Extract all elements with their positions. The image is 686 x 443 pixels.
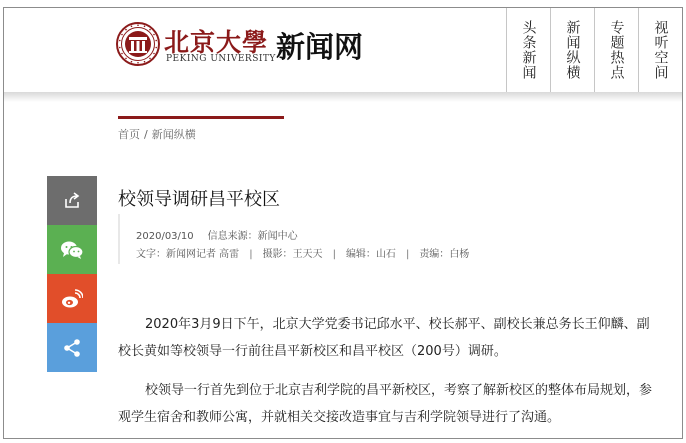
forward-button[interactable] [47, 176, 97, 225]
brand-english-name: PEKING UNIVERSITY [166, 54, 276, 64]
article-title: 校领导调研昌平校区 [118, 189, 280, 211]
source-label: 信息来源： [207, 231, 258, 242]
share-button[interactable] [47, 323, 97, 372]
photographer: 王天天 [292, 249, 323, 260]
nav-item-headlines[interactable] [506, 8, 550, 92]
nav-item-label: 视听空间 [652, 20, 669, 80]
wechat-share-button[interactable] [47, 225, 97, 274]
article-meta [136, 228, 469, 264]
breadcrumb [118, 126, 196, 142]
chief-editor-label: 责编： [419, 249, 450, 260]
share-icon [62, 338, 82, 358]
chief-editor: 白杨 [449, 249, 470, 260]
nav-item-media[interactable] [638, 8, 682, 92]
site-name: 新闻网 [276, 30, 364, 64]
weibo-icon [61, 289, 83, 309]
editor: 山石 [375, 249, 396, 260]
nav-item-label: 专题热点 [608, 20, 625, 80]
source-value: 新闻中心 [257, 231, 298, 242]
university-seal-icon [116, 22, 160, 66]
photo-label: 摄影： [262, 249, 293, 260]
meta-row-credits: 文字：新闻网记者 高雷 | 摄影：王天天 | 编辑：山石 | 责编：白杨 [136, 249, 470, 260]
nav-item-news[interactable] [550, 8, 594, 92]
article-paragraph: 2020年3月9日下午，北京大学党委书记邱水平、校长郝平、副校长兼总务长王仰麟、副校长黄如等校领导一行前往昌平新校区和昌平校区（200号）调研。 [118, 317, 650, 359]
wechat-icon [60, 240, 84, 260]
weibo-share-button[interactable] [47, 274, 97, 323]
article-date: 2020/03/10 [136, 231, 194, 242]
nav-item-label: 新闻纵横 [564, 20, 581, 80]
share-bar [47, 176, 97, 372]
brand-name: 北京大學 [164, 28, 269, 57]
breadcrumb-home-link[interactable]: 首页 [118, 128, 140, 141]
editor-label: 编辑： [345, 249, 376, 260]
article-paragraph: 校领导一行首先到位于北京吉利学院的昌平新校区，考察了解新校区的整体布局规划，参观学生宿舍和教师公寓，并就相关交接改造事宜与吉利学院领导进行了沟通。 [118, 383, 653, 425]
text-author: 新闻网记者 高雷 [166, 249, 240, 260]
page-frame [3, 7, 683, 439]
site-header [4, 8, 682, 92]
breadcrumb-separator: / [144, 128, 148, 141]
nav-item-label: 头条新闻 [520, 20, 537, 80]
meta-row-date-source [136, 228, 469, 246]
breadcrumb-section-link[interactable]: 新闻纵横 [151, 128, 196, 141]
main-nav [506, 8, 682, 92]
meta-side-bar [118, 214, 120, 264]
header-shadow [4, 92, 682, 102]
nav-item-topics[interactable] [594, 8, 638, 92]
forward-icon [62, 191, 82, 211]
accent-divider [118, 116, 284, 119]
text-label: 文字： [136, 249, 166, 260]
